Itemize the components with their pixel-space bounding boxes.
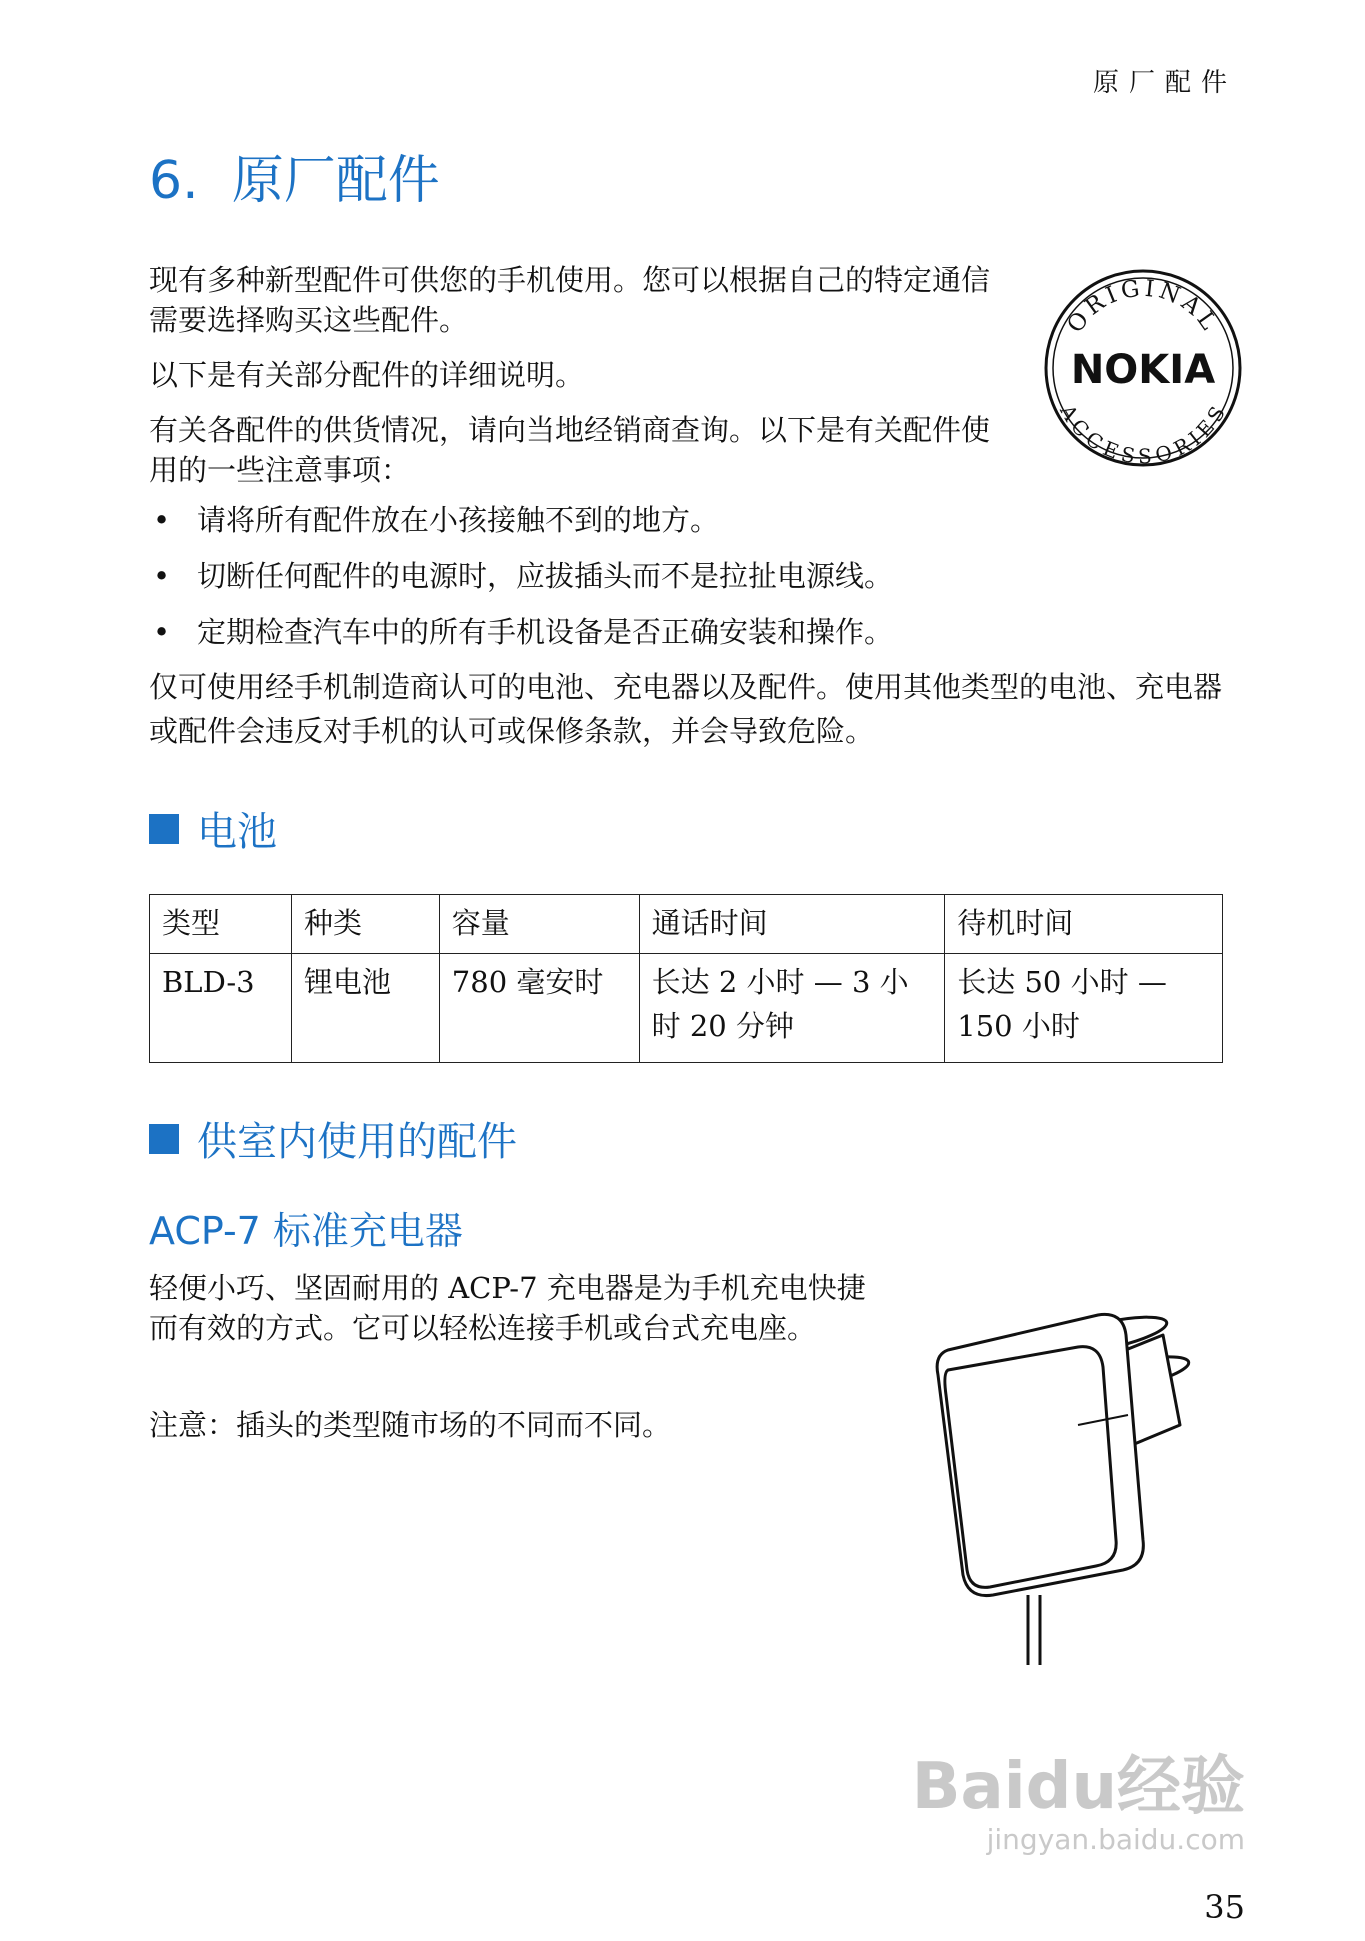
column-header: 待机时间 (945, 895, 1223, 954)
indoor-heading-text: 供室内使用的配件 (197, 1119, 517, 1165)
running-header: 原厂配件 (1092, 68, 1237, 98)
column-header: 通话时间 (639, 895, 945, 954)
page-number: 35 (1204, 1888, 1245, 1926)
nokia-original-accessories-logo (1043, 268, 1243, 468)
table-cell: 长达 2 小时 — 3 小时 20 分钟 (639, 954, 945, 1063)
table-cell: 780 毫安时 (439, 954, 639, 1063)
warning-text: 仅可使用经手机制造商认可的电池、充电器以及配件。使用其他类型的电池、充电器或配件会违反对手机的认可或保修条款，并会导致危险。 (149, 670, 1223, 748)
charger-paragraph: 轻便小巧、坚固耐用的 ACP-7 充电器是为手机充电快捷而有效的方式。它可以轻松连接手机或台式充电座。 (149, 1271, 866, 1345)
table-cell: 长达 50 小时 — 150 小时 (945, 954, 1223, 1063)
section-square-icon (149, 814, 179, 844)
indoor-accessories-heading (149, 1110, 517, 1167)
table-header-row (150, 895, 1223, 954)
column-header: 容量 (439, 895, 639, 954)
intro-paragraph-2: 以下是有关部分配件的详细说明。 (149, 358, 585, 392)
battery-table (149, 894, 1223, 1063)
charger-heading: ACP-7 标准充电器 (149, 1209, 463, 1253)
watermark-url: jingyan.baidu.com (986, 1823, 1245, 1856)
table-cell: 锂电池 (291, 954, 439, 1063)
logo-top-text: ORIGINAL (1062, 275, 1224, 338)
section-square-icon (149, 1124, 179, 1154)
watermark-brand: Baidu经验 (911, 1750, 1245, 1824)
list-item: • 请将所有配件放在小孩接触不到的地方。 (149, 500, 893, 540)
intro-paragraph-1: 现有多种新型配件可供您的手机使用。您可以根据自己的特定通信需要选择购买这些配件。 (149, 263, 991, 337)
column-header: 类型 (150, 895, 292, 954)
baidu-watermark (912, 1735, 1245, 1856)
battery-heading (149, 800, 277, 857)
intro-paragraph-3: 有关各配件的供货情况，请向当地经销商查询。以下是有关配件使用的一些注意事项： (149, 413, 991, 487)
precautions-list (149, 500, 893, 668)
battery-heading-text: 电池 (197, 809, 277, 855)
logo-brand: NOKIA (1070, 347, 1216, 393)
column-header: 种类 (291, 895, 439, 954)
table-row (150, 954, 1223, 1063)
list-item: • 定期检查汽车中的所有手机设备是否正确安装和操作。 (149, 612, 893, 652)
charger-illustration (928, 1275, 1248, 1675)
chapter-number: 6. (149, 151, 199, 211)
chapter-title (149, 138, 440, 213)
logo-bottom-text: ACCESSORIES (1055, 400, 1231, 468)
list-item: • 切断任何配件的电源时，应拔插头而不是拉扯电源线。 (149, 556, 893, 596)
chapter-title-text: 原厂配件 (231, 151, 440, 211)
table-cell: BLD-3 (150, 954, 292, 1063)
charger-note: 注意：插头的类型随市场的不同而不同。 (149, 1408, 672, 1442)
